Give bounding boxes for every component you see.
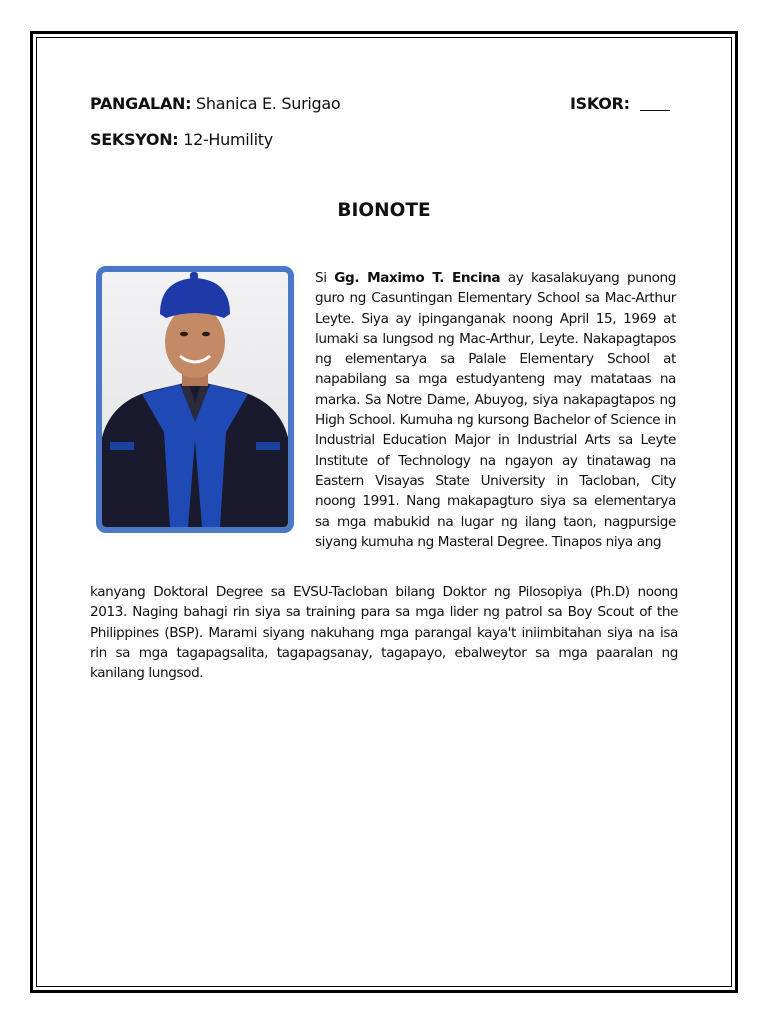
bio-side-text: ay kasalakuyang punong guro ng Casuntingan Elementary School sa Mac-Arthur Leyte. Siya ay ipinganganak noong April 15, 1969 at lumaki sa lungsod ng Mac-Arthur, Leyte. Nakapagtapos ng elementarya sa Palale Elementary School at napabilang sa mga estudyanteng may matataas na marka. Sa Notre Dame, Abuyog, siya nakapagtapos ng High School. Kumuha ng kursong Bachelor of Science in Industrial Education Major in Industrial Arts sa Leyte Institute of Technology na ngayon ay tinatawag na Eastern Visayas State University in Tacloban, City noong 1991. Nang makapagturo siya sa elementarya sa mga mabukid na lugar ng ilang taon, nagpursige siyang kumuha ng Masteral Degree. Tinapos niya ang (315, 270, 676, 550)
portrait-image (102, 272, 288, 527)
section-value: 12-Humility (183, 130, 273, 149)
score-line (570, 94, 670, 113)
name-label: PANGALAN: (90, 94, 192, 113)
score-label: ISKOR: (570, 94, 630, 113)
bio-paragraph-side (315, 268, 676, 552)
section-line (90, 130, 273, 149)
bio-intro-prefix: Si (315, 270, 335, 286)
section-label: SEKSYON: (90, 130, 179, 149)
score-blank (640, 96, 670, 111)
bio-paragraph-full: kanyang Doktoral Degree sa EVSU-Tacloban bilang Doktor ng Pilosopiya (Ph.D) noong 2013. Naging bahagi rin siya sa training para sa mga lider ng patrol sa Boy Scout of the Philippines (BSP). Marami siyang nakuhang mga parangal kaya't iniimbitahan siya na isa rin sa mga tagapagsalita, tagapagsanay, tagapayo, ebalweytor sa mga paaralan ng kanilang lungsod. (90, 584, 678, 682)
person-name: Gg. Maximo T. Encina (334, 270, 501, 286)
name-line (90, 94, 340, 113)
name-value: Shanica E. Surigao (196, 94, 341, 113)
page-title: BIONOTE (337, 200, 431, 221)
portrait-photo (96, 266, 294, 533)
